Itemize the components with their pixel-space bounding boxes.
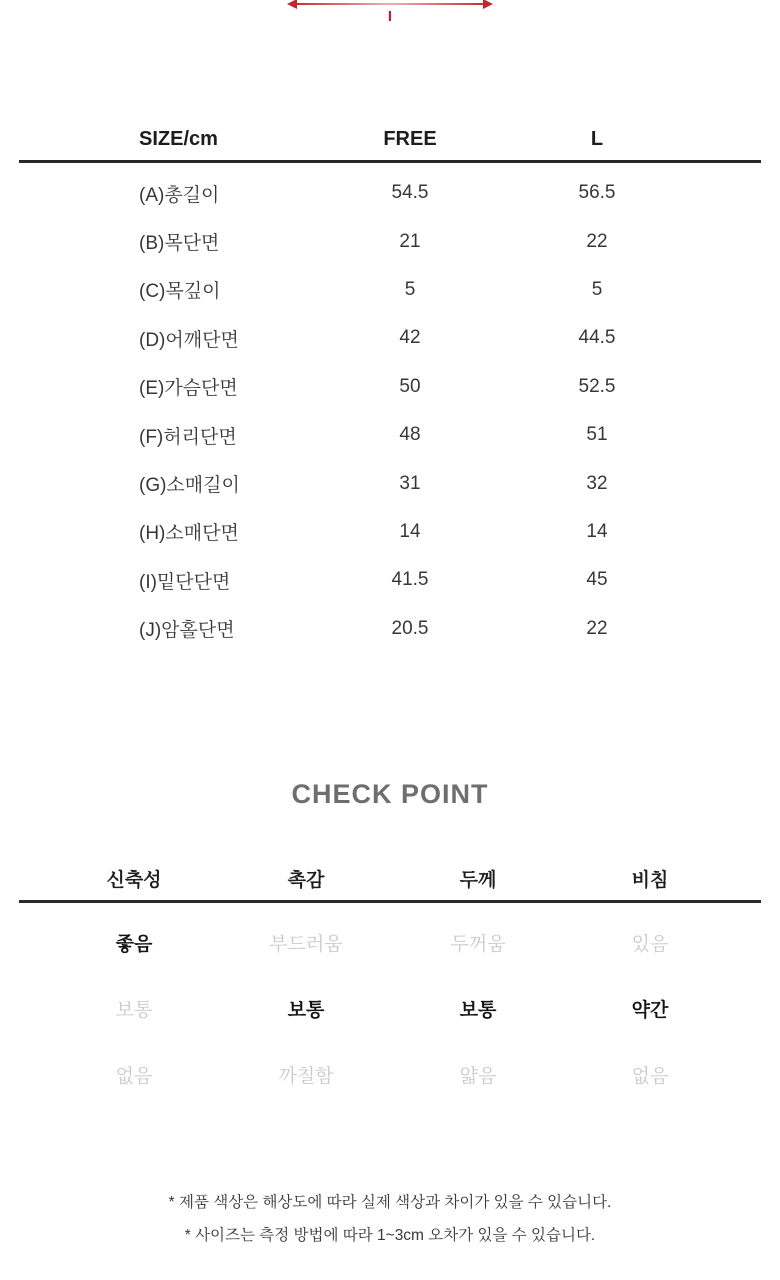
- measurement-diagram: [0, 0, 780, 30]
- size-value-l: 51: [586, 424, 608, 446]
- size-value-free: 42: [399, 327, 421, 349]
- check-point-header-row: [19, 858, 761, 903]
- footnote-size: * 사이즈는 측정 방법에 따라 1~3cm 오차가 있을 수 있습니다.: [184, 1226, 596, 1244]
- size-value-l: 52.5: [578, 375, 616, 397]
- check-point-body: [19, 903, 761, 1108]
- size-row-label: (G)소매길이: [139, 475, 240, 497]
- size-table-row: [19, 266, 761, 314]
- check-point-option: 있음: [631, 934, 669, 956]
- measurement-arrow: [289, 3, 491, 5]
- check-point-option-active: 보통: [287, 1000, 325, 1022]
- check-point-option-active: 약간: [631, 1000, 669, 1022]
- size-value-free: 48: [399, 424, 421, 446]
- size-unit-header: SIZE/cm: [139, 127, 218, 150]
- size-value-l: 44.5: [578, 327, 616, 349]
- size-value-free: 54.5: [391, 182, 429, 204]
- size-row-label: (E)가슴단면: [139, 378, 238, 400]
- size-table-row: [19, 459, 761, 507]
- size-row-label: (F)허리단면: [139, 426, 237, 448]
- check-point-option: 보통: [115, 1000, 153, 1022]
- size-value-l: 32: [586, 472, 608, 494]
- check-point-option-active: 보통: [459, 1000, 497, 1022]
- footnote-color: * 제품 색상은 해상도에 따라 실제 색상과 차이가 있을 수 있습니다.: [168, 1193, 612, 1211]
- check-point-option-active: 좋음: [115, 934, 153, 956]
- size-value-free: 14: [399, 520, 421, 542]
- check-point-option: 없음: [115, 1066, 153, 1088]
- size-row-label: (H)소매단면: [139, 523, 239, 545]
- size-row-label: (B)목단면: [139, 233, 220, 255]
- size-value-l: 5: [591, 278, 603, 300]
- check-point-column-header: 두께: [459, 870, 497, 892]
- check-point-column-header: 신축성: [106, 870, 162, 892]
- check-point-option: 까칠함: [278, 1066, 334, 1088]
- size-table-body: [19, 163, 761, 653]
- size-value-free: 41.5: [391, 569, 429, 591]
- size-value-free: 21: [399, 230, 421, 252]
- check-point-option: 얇음: [459, 1066, 497, 1088]
- check-point-option: 부드러움: [269, 934, 343, 956]
- size-table-row: [19, 508, 761, 556]
- size-table-row: [19, 217, 761, 265]
- size-row-label: (C)목깊이: [139, 281, 221, 303]
- size-table-row: [19, 556, 761, 604]
- size-table-header: [19, 118, 761, 163]
- check-point-column-header: 촉감: [287, 870, 325, 892]
- check-point-table: [19, 858, 761, 1108]
- size-row-label: (J)암홀단면: [139, 620, 235, 642]
- size-table-row: [19, 169, 761, 217]
- size-table-row: [19, 411, 761, 459]
- check-point-column-header: 비침: [631, 870, 669, 892]
- size-value-l: 14: [586, 520, 608, 542]
- footnotes: [0, 1186, 780, 1252]
- check-point-option: 없음: [631, 1066, 669, 1088]
- size-row-label: (I)밑단단면: [139, 571, 231, 593]
- check-point-option: 두꺼움: [450, 934, 506, 956]
- size-value-l: 22: [586, 617, 608, 639]
- size-value-free: 31: [399, 472, 421, 494]
- check-point-title: CHECK POINT: [291, 778, 489, 809]
- size-value-free: 20.5: [391, 617, 429, 639]
- size-table-row: [19, 363, 761, 411]
- size-column-l: L: [590, 127, 604, 150]
- size-row-label: (D)어깨단면: [139, 329, 239, 351]
- size-value-l: 22: [586, 230, 608, 252]
- measurement-label: I: [387, 8, 393, 25]
- size-column-free: FREE: [383, 127, 437, 150]
- size-value-l: 45: [586, 569, 608, 591]
- size-value-free: 5: [404, 278, 416, 300]
- size-value-l: 56.5: [578, 182, 616, 204]
- size-row-label: (A)총길이: [139, 184, 220, 206]
- size-table-row: [19, 314, 761, 362]
- size-table-row: [19, 605, 761, 653]
- size-value-free: 50: [399, 375, 421, 397]
- size-table: [19, 118, 761, 653]
